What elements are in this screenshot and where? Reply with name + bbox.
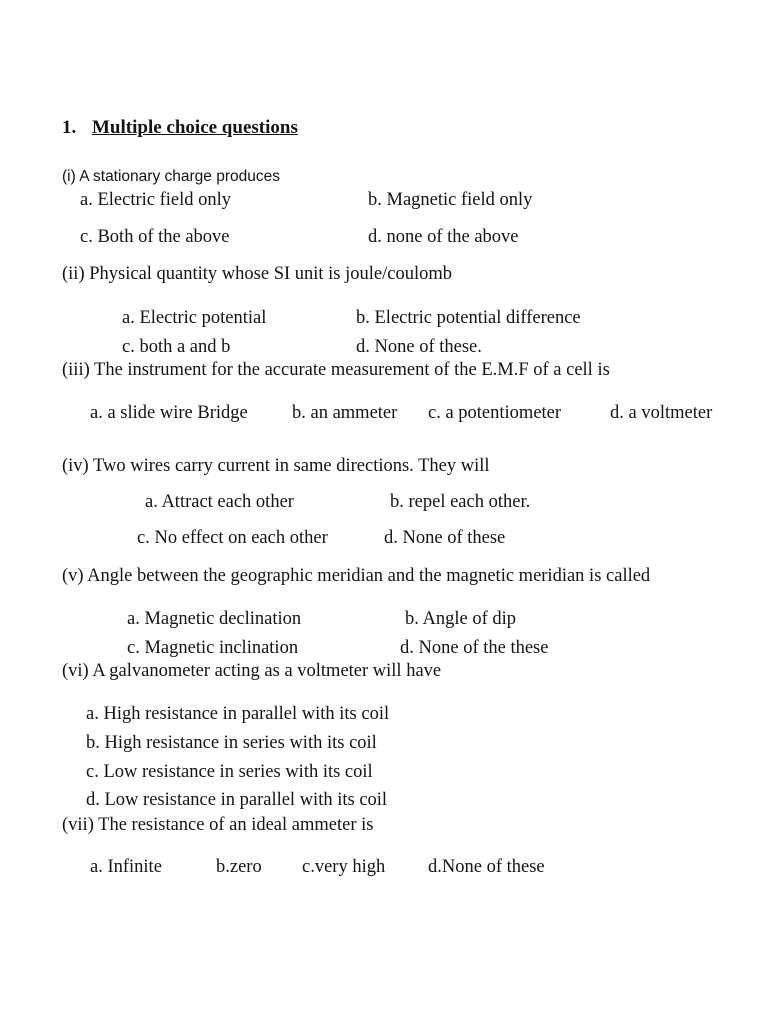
question-stem: (iii) The instrument for the accurate measurement of the E.M.F of a cell is [62,360,610,380]
section-title: Multiple choice questions [92,117,298,138]
option-b: b. an ammeter [292,403,398,423]
option-d: d. a voltmeter [610,403,713,423]
option-a: a. Electric potential [122,308,267,328]
option-d: d.None of these [428,857,545,877]
option-d: d. None of these. [356,337,482,357]
option-d: d. none of the above [368,227,519,247]
option-a: a. Attract each other [145,492,294,512]
option-b: b. Electric potential difference [356,308,581,328]
option-c: c. Magnetic inclination [127,638,299,658]
option-a: a. Infinite [90,857,162,877]
section-number: 1. [62,117,77,138]
option-c: c. Both of the above [80,227,230,247]
option-a: a. High resistance in parallel with its coil [86,704,390,724]
option-c: c. both a and b [122,337,231,357]
option-d: d. Low resistance in parallel with its coil [86,790,388,810]
question-stem: (v) Angle between the geographic meridian and the magnetic meridian is called [62,566,651,586]
option-c: c. No effect on each other [137,528,328,548]
question-stem: (vii) The resistance of an ideal ammeter is [62,815,374,835]
option-a: a. Magnetic declination [127,609,302,629]
option-a: a. Electric field only [80,190,232,210]
question-stem: (i) A stationary charge produces [62,168,280,185]
question-stem: (iv) Two wires carry current in same directions. They will [62,456,490,476]
option-d: d. None of the these [400,638,549,658]
option-c: c.very high [302,857,386,877]
question-stem: (ii) Physical quantity whose SI unit is joule/coulomb [62,264,453,284]
option-b: b.zero [216,857,262,877]
option-a: a. a slide wire Bridge [90,403,248,423]
question-stem: (vi) A galvanometer acting as a voltmeter will have [62,661,442,681]
option-b: b. repel each other. [390,492,531,512]
option-b: b. Angle of dip [405,609,516,629]
option-d: d. None of these [384,528,506,548]
option-c: c. Low resistance in series with its coil [86,762,373,782]
option-b: b. Magnetic field only [368,190,533,210]
option-b: b. High resistance in series with its coil [86,733,377,753]
option-c: c. a potentiometer [428,403,562,423]
